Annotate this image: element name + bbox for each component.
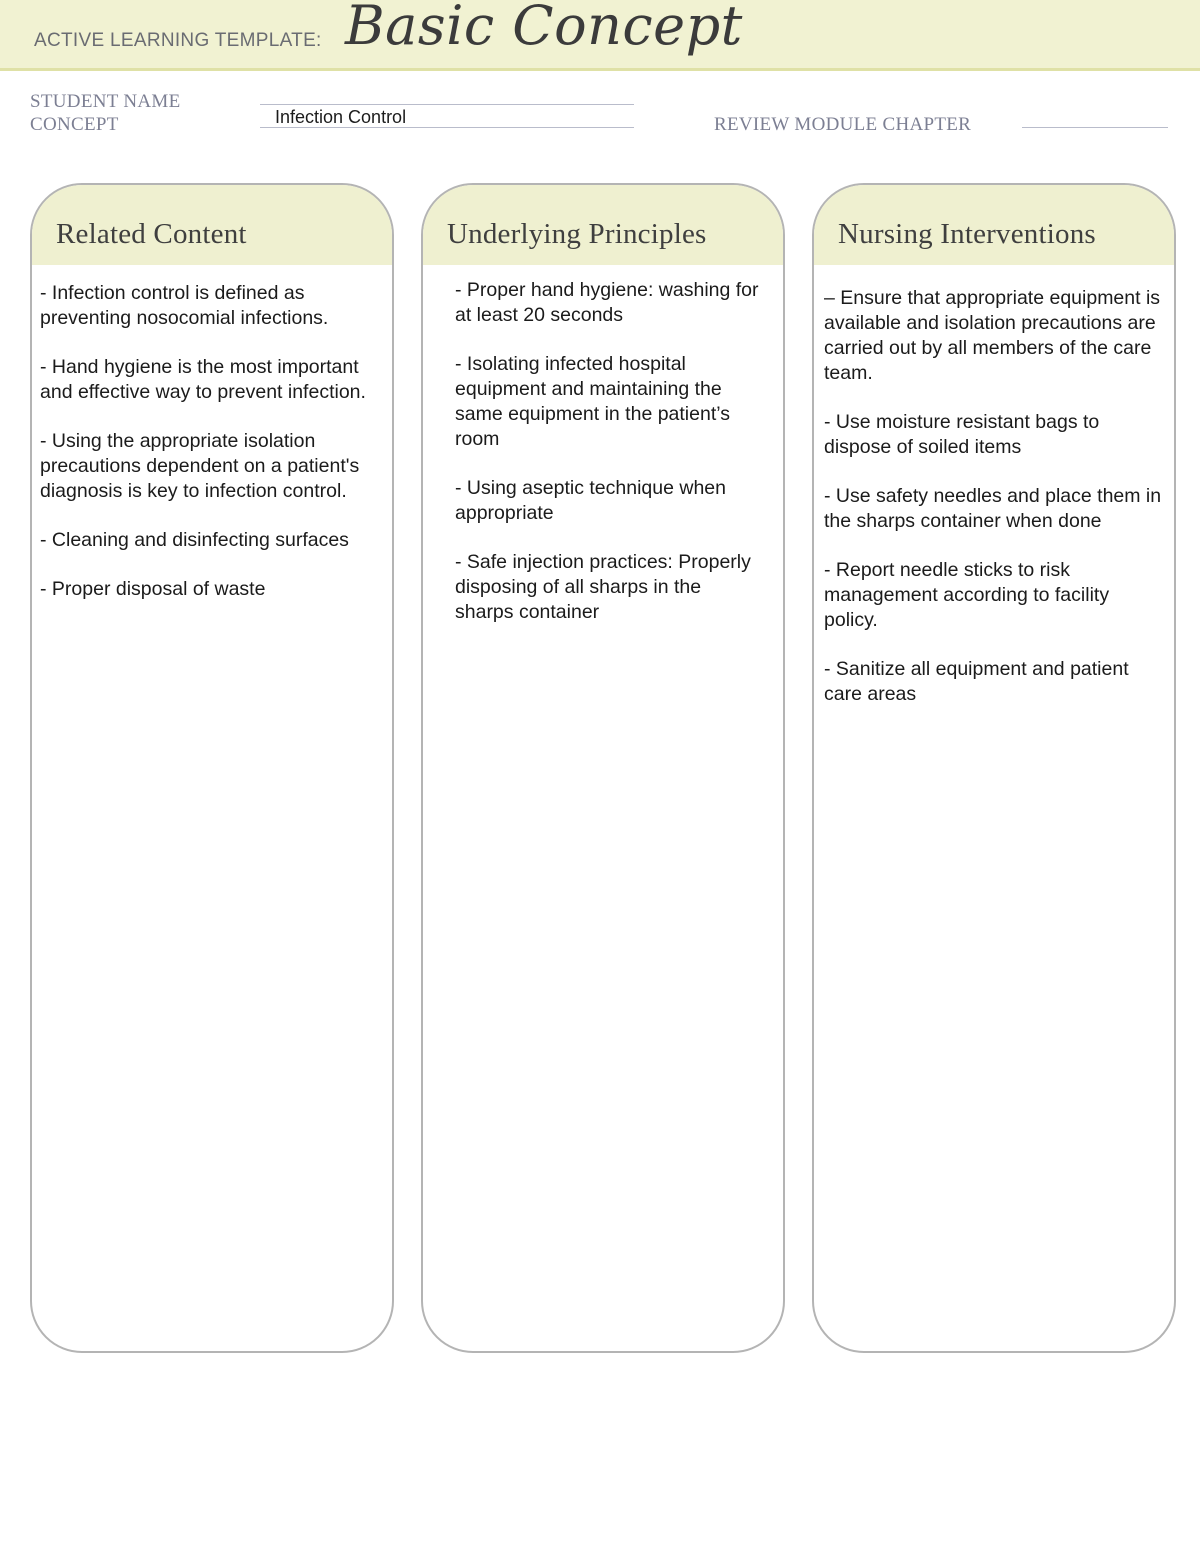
review-module-line (1022, 127, 1168, 128)
panel-title: Nursing Interventions (838, 218, 1096, 250)
student-name-line (260, 104, 634, 105)
list-item: - Cleaning and disinfecting surfaces (40, 529, 349, 551)
list-item: - Isolating infected hospital equipment and maintaining the same equipment in the patient’s room (455, 353, 730, 450)
concept-label: CONCEPT (30, 114, 119, 135)
panel-nursing-interventions (812, 183, 1176, 1353)
panel-underlying-principles (421, 183, 785, 1353)
template-label: ACTIVE LEARNING TEMPLATE: (34, 30, 322, 51)
review-module-label: REVIEW MODULE CHAPTER (714, 114, 972, 135)
list-item: - Safe injection practices: Properly disposing of all sharps in the sharps container (455, 551, 751, 623)
list-item: - Hand hygiene is the most important and effective way to prevent infection. (40, 356, 366, 403)
concept-value[interactable]: Infection Control (275, 107, 407, 127)
panel-title: Related Content (56, 218, 247, 250)
list-item: - Sanitize all equipment and patient care areas (824, 658, 1129, 705)
list-item: - Use safety needles and place them in the sharps container when done (824, 485, 1162, 532)
panel-header (423, 185, 783, 265)
list-item: - Proper hand hygiene: washing for at least 20 seconds (455, 279, 759, 326)
list-item: – Ensure that appropriate equipment is available and isolation precautions are carried out by all members of the care team. (824, 287, 1161, 384)
student-name-label: STUDENT NAME (30, 91, 181, 112)
panel-related-content (30, 183, 394, 1353)
concept-line (260, 127, 634, 128)
panel-header (814, 185, 1174, 265)
list-item: - Use moisture resistant bags to dispose of soiled items (824, 411, 1100, 458)
list-item: - Using aseptic technique when appropriate (455, 477, 726, 524)
list-item: - Proper disposal of waste (40, 578, 266, 600)
panel-header (32, 185, 392, 265)
panel-body (814, 265, 1174, 707)
panel-body (423, 265, 783, 625)
list-item: - Report needle sticks to risk management according to facility policy. (824, 559, 1110, 631)
panel-body (32, 265, 392, 602)
panel-title: Underlying Principles (447, 218, 707, 250)
template-title: Basic Concept (345, 0, 743, 57)
template-header (0, 0, 1200, 71)
list-item: - Infection control is defined as preventing nosocomial infections. (40, 282, 329, 329)
list-item: - Using the appropriate isolation precautions dependent on a patient's diagnosis is key to infection control. (40, 430, 360, 502)
